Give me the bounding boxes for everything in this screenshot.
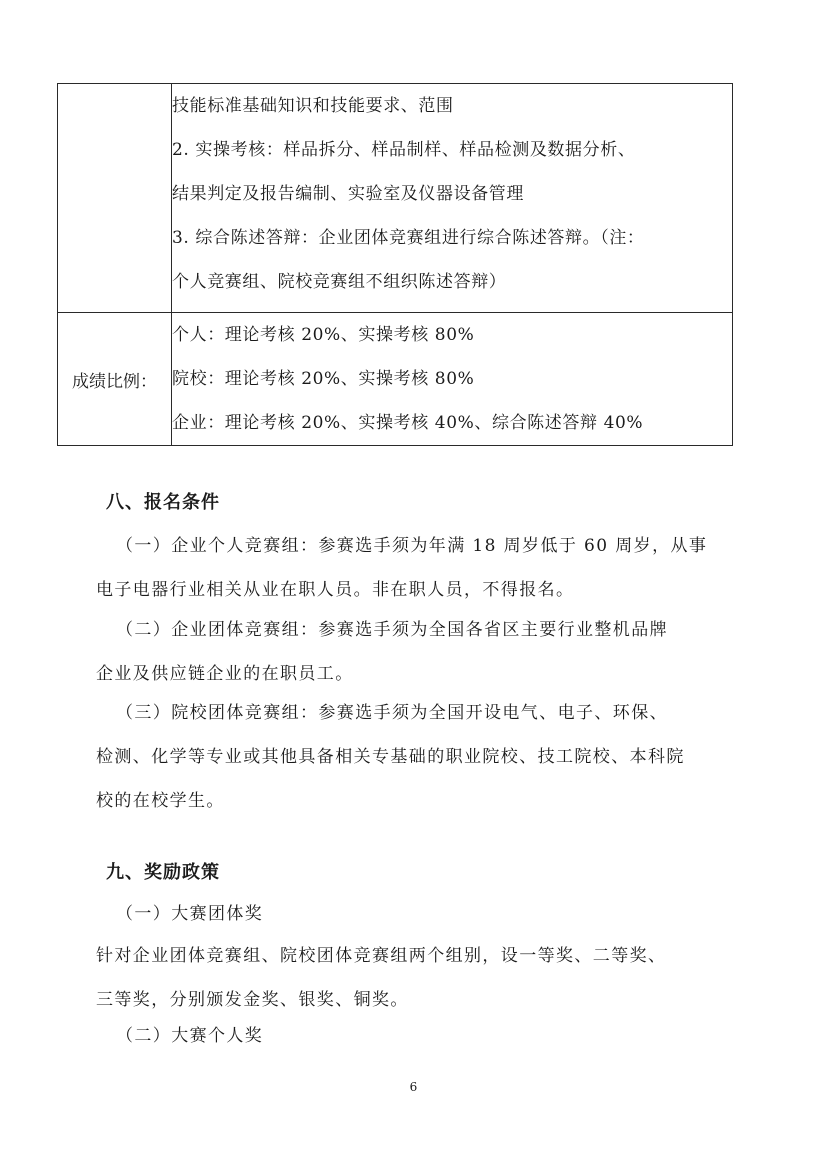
paragraph-line: 针对企业团体竞赛组、院校团体竞赛组两个组别，设一等奖、二等奖、 (96, 946, 667, 966)
assessment-table (57, 83, 733, 446)
paragraph-line: 校的在校学生。 (96, 791, 225, 811)
paragraph-line: 企业及供应链企业的在职员工。 (96, 664, 354, 684)
paragraph-line: 电子电器行业相关从业在职人员。非在职人员，不得报名。 (96, 580, 575, 600)
table-cell-content (172, 84, 733, 313)
paragraph-line: （三）院校团体竞赛组：参赛选手须为全国开设电气、电子、环保、 (116, 703, 668, 723)
section-8-paragraph-1 (96, 524, 746, 612)
table-line: 结果判定及报告编制、实验室及仪器设备管理 (172, 184, 524, 204)
page-number: 6 (409, 1080, 418, 1094)
table-line: 院校：理论考核 20%、实操考核 80% (172, 369, 475, 389)
table-line: 个人：理论考核 20%、实操考核 80% (172, 325, 475, 345)
paragraph-line: （二）企业团体竞赛组：参赛选手须为全国各省区主要行业整机品牌 (116, 620, 668, 640)
paragraph-line: （一）企业个人竞赛组：参赛选手须为年满 18 周岁低于 60 周岁，从事 (116, 536, 708, 556)
table-line: 技能标准基础知识和技能要求、范围 (172, 96, 454, 116)
section-9-subtitle-1 (106, 892, 746, 936)
section-9-paragraph-1 (96, 934, 746, 1022)
subsection-title: （二）大赛个人奖 (116, 1026, 264, 1046)
table-row (58, 84, 733, 313)
section-8-title: 八、报名条件 (106, 492, 220, 513)
table-line: 2. 实操考核：样品拆分、样品制样、样品检测及数据分析、 (172, 140, 636, 160)
table-line: 个人竞赛组、院校竞赛组不组织陈述答辩） (172, 272, 507, 292)
table-cell-content (172, 313, 733, 446)
section-9-subtitle-2 (106, 1014, 746, 1058)
table-row (58, 313, 733, 446)
section-8-paragraph-3 (96, 691, 746, 823)
section-9-title: 九、奖励政策 (106, 862, 220, 883)
paragraph-line: 三等奖，分别颁发金奖、银奖、铜奖。 (96, 990, 409, 1010)
subsection-title: （一）大赛团体奖 (116, 904, 264, 924)
table-row-label-empty (58, 84, 172, 313)
table-line: 3. 综合陈述答辩：企业团体竞赛组进行综合陈述答辩。（注： (172, 228, 645, 248)
score-ratio-label: 成绩比例： (58, 313, 172, 446)
table-line: 企业：理论考核 20%、实操考核 40%、综合陈述答辩 40% (172, 413, 644, 433)
paragraph-line: 检测、化学等专业或其他具备相关专基础的职业院校、技工院校、本科院 (96, 747, 685, 767)
section-8-paragraph-2 (96, 608, 746, 696)
